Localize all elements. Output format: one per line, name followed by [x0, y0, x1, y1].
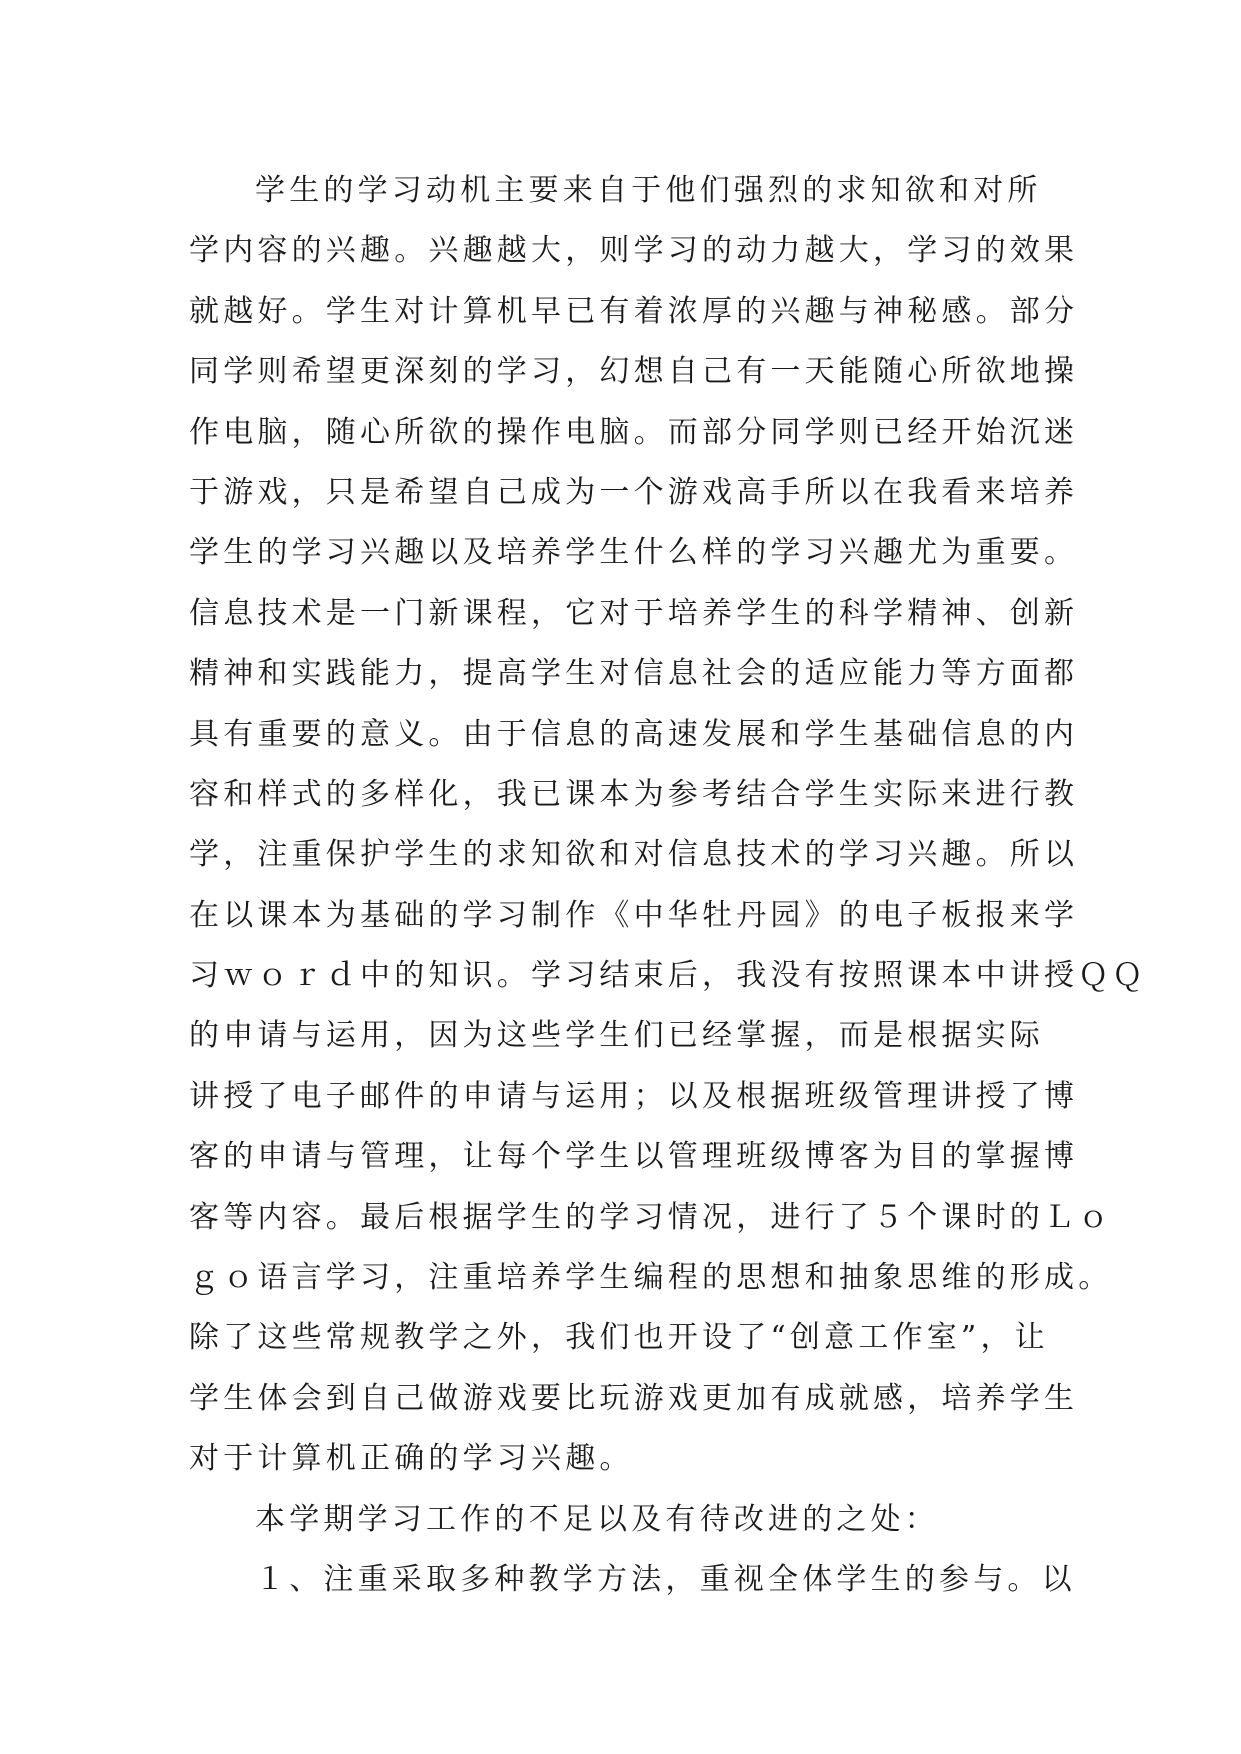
paragraph-line: 同学则希望更深刻的学习，幻想自己有一天能随心所欲地操	[189, 354, 1079, 390]
section-heading-line: 本学期学习工作的不足以及有待改进的之处：	[255, 1501, 939, 1537]
paragraph-line: 就越好。学生对计算机早已有着浓厚的兴趣与神秘感。部分	[189, 293, 1079, 329]
paragraph-line: 学，注重保护学生的求知欲和对信息技术的学习兴趣。所以	[189, 837, 1079, 873]
paragraph-line: 习ｗｏｒｄ中的知识。学习结束后，我没有按照课本中讲授ＱＱ	[189, 958, 1147, 994]
paragraph-line: 作电脑，随心所欲的操作电脑。而部分同学则已经开始沉迷	[189, 414, 1079, 450]
paragraph-line: 在以课本为基础的学习制作《中华牡丹园》的电子板报来学	[189, 897, 1079, 933]
paragraph-line: 的申请与运用，因为这些学生们已经掌握，而是根据实际	[189, 1018, 1044, 1054]
paragraph-line: 具有重要的意义。由于信息的高速发展和学生基础信息的内	[189, 716, 1079, 752]
paragraph-line: 容和样式的多样化，我已课本为参考结合学生实际来进行教	[189, 776, 1079, 812]
paragraph-line: 讲授了电子邮件的申请与运用；以及根据班级管理讲授了博	[189, 1078, 1079, 1114]
paragraph-line: 精神和实践能力，提高学生对信息社会的适应能力等方面都	[189, 656, 1079, 692]
paragraph-line: 客等内容。最后根据学生的学习情况，进行了５个课时的Ｌｏ	[189, 1199, 1113, 1235]
document-body	[189, 161, 1147, 1610]
paragraph-line: 除了这些常规教学之外，我们也开设了“创意工作室”，让	[189, 1320, 1049, 1356]
paragraph-line: ｇｏ语言学习，注重培养学生编程的思想和抽象思维的形成。	[189, 1260, 1113, 1296]
paragraph-line: 学生的学习动机主要来自于他们强烈的求知欲和对所	[255, 173, 1042, 208]
paragraph-line: 于游戏，只是希望自己成为一个游戏高手所以在我看来培养	[189, 474, 1079, 510]
paragraph-line: 对于计算机正确的学习兴趣。	[189, 1441, 634, 1477]
paragraph-line: 信息技术是一门新课程，它对于培养学生的科学精神、创新	[189, 595, 1079, 631]
paragraph-line: 客的申请与管理，让每个学生以管理班级博客为目的掌握博	[189, 1139, 1079, 1175]
paragraph-line: 学内容的兴趣。兴趣越大，则学习的动力越大，学习的效果	[189, 233, 1079, 269]
paragraph-line: 学生的学习兴趣以及培养学生什么样的学习兴趣尤为重要。	[189, 535, 1079, 571]
list-item-line: １、注重采取多种教学方法，重视全体学生的参与。以	[255, 1561, 1076, 1597]
paragraph-line: 学生体会到自己做游戏要比玩游戏更加有成就感，培养学生	[189, 1380, 1079, 1416]
